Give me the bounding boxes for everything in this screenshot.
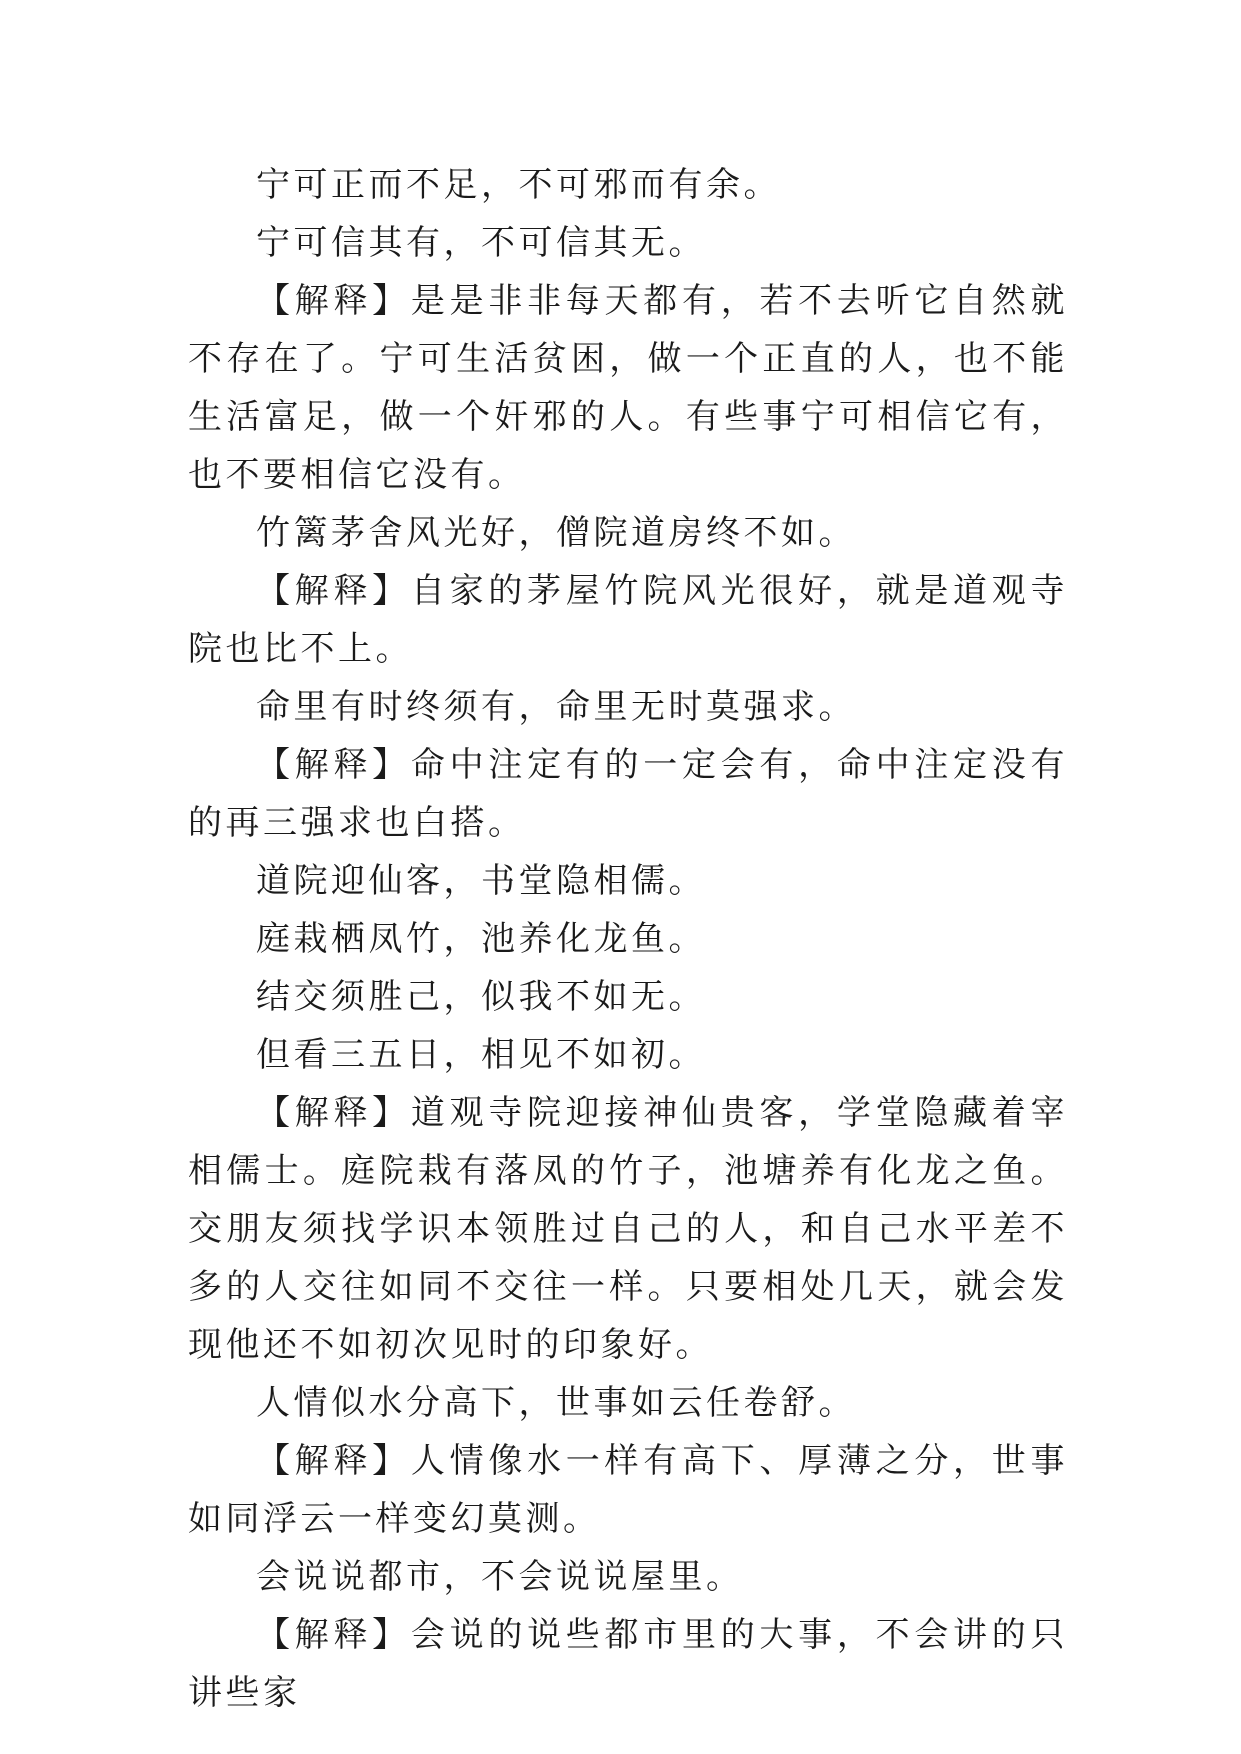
- proverb-line: 人情似水分高下，世事如云任卷舒。: [256, 1383, 856, 1423]
- explanation-paragraph: 【解释】道观寺院迎接神仙贵客，学堂隐藏着宰相儒士。庭院栽有落凤的竹子，池塘养有化龙之鱼。交朋友须找学识本领胜过自己的人，和自己水平差不多的人交往如同不交往一样。只要相处几天，就会发现他还不如初次见时的印象好。: [188, 1093, 1068, 1365]
- explanation-paragraph: 【解释】是是非非每天都有，若不去听它自然就不存在了。宁可生活贫困，做一个正直的人，也不能生活富足，做一个奸邪的人。有些事宁可相信它有，也不要相信它没有。: [188, 281, 1068, 495]
- explanation-paragraph: 【解释】自家的茅屋竹院风光很好，就是道观寺院也比不上。: [188, 571, 1068, 669]
- explanation-paragraph: 【解释】人情像水一样有高下、厚薄之分，世事如同浮云一样变幻莫测。: [188, 1441, 1068, 1539]
- proverb-line: 竹篱茅舍风光好，僧院道房终不如。: [256, 513, 856, 553]
- proverb-line: 庭栽栖凤竹，池养化龙鱼。: [256, 919, 706, 959]
- proverb-line: 宁可正而不足，不可邪而有余。: [256, 165, 781, 205]
- proverb-line: 结交须胜己，似我不如无。: [256, 977, 706, 1017]
- proverb-line: 命里有时终须有，命里无时莫强求。: [256, 687, 856, 727]
- proverb-line: 但看三五日，相见不如初。: [256, 1035, 706, 1075]
- proverb-line: 宁可信其有，不可信其无。: [256, 223, 706, 263]
- document-page: [188, 156, 1068, 1722]
- explanation-paragraph: 【解释】命中注定有的一定会有，命中注定没有的再三强求也白搭。: [188, 745, 1068, 843]
- proverb-line: 道院迎仙客，书堂隐相儒。: [256, 861, 706, 901]
- proverb-line: 会说说都市，不会说说屋里。: [256, 1557, 744, 1597]
- explanation-paragraph: 【解释】会说的说些都市里的大事，不会讲的只讲些家: [188, 1615, 1068, 1713]
